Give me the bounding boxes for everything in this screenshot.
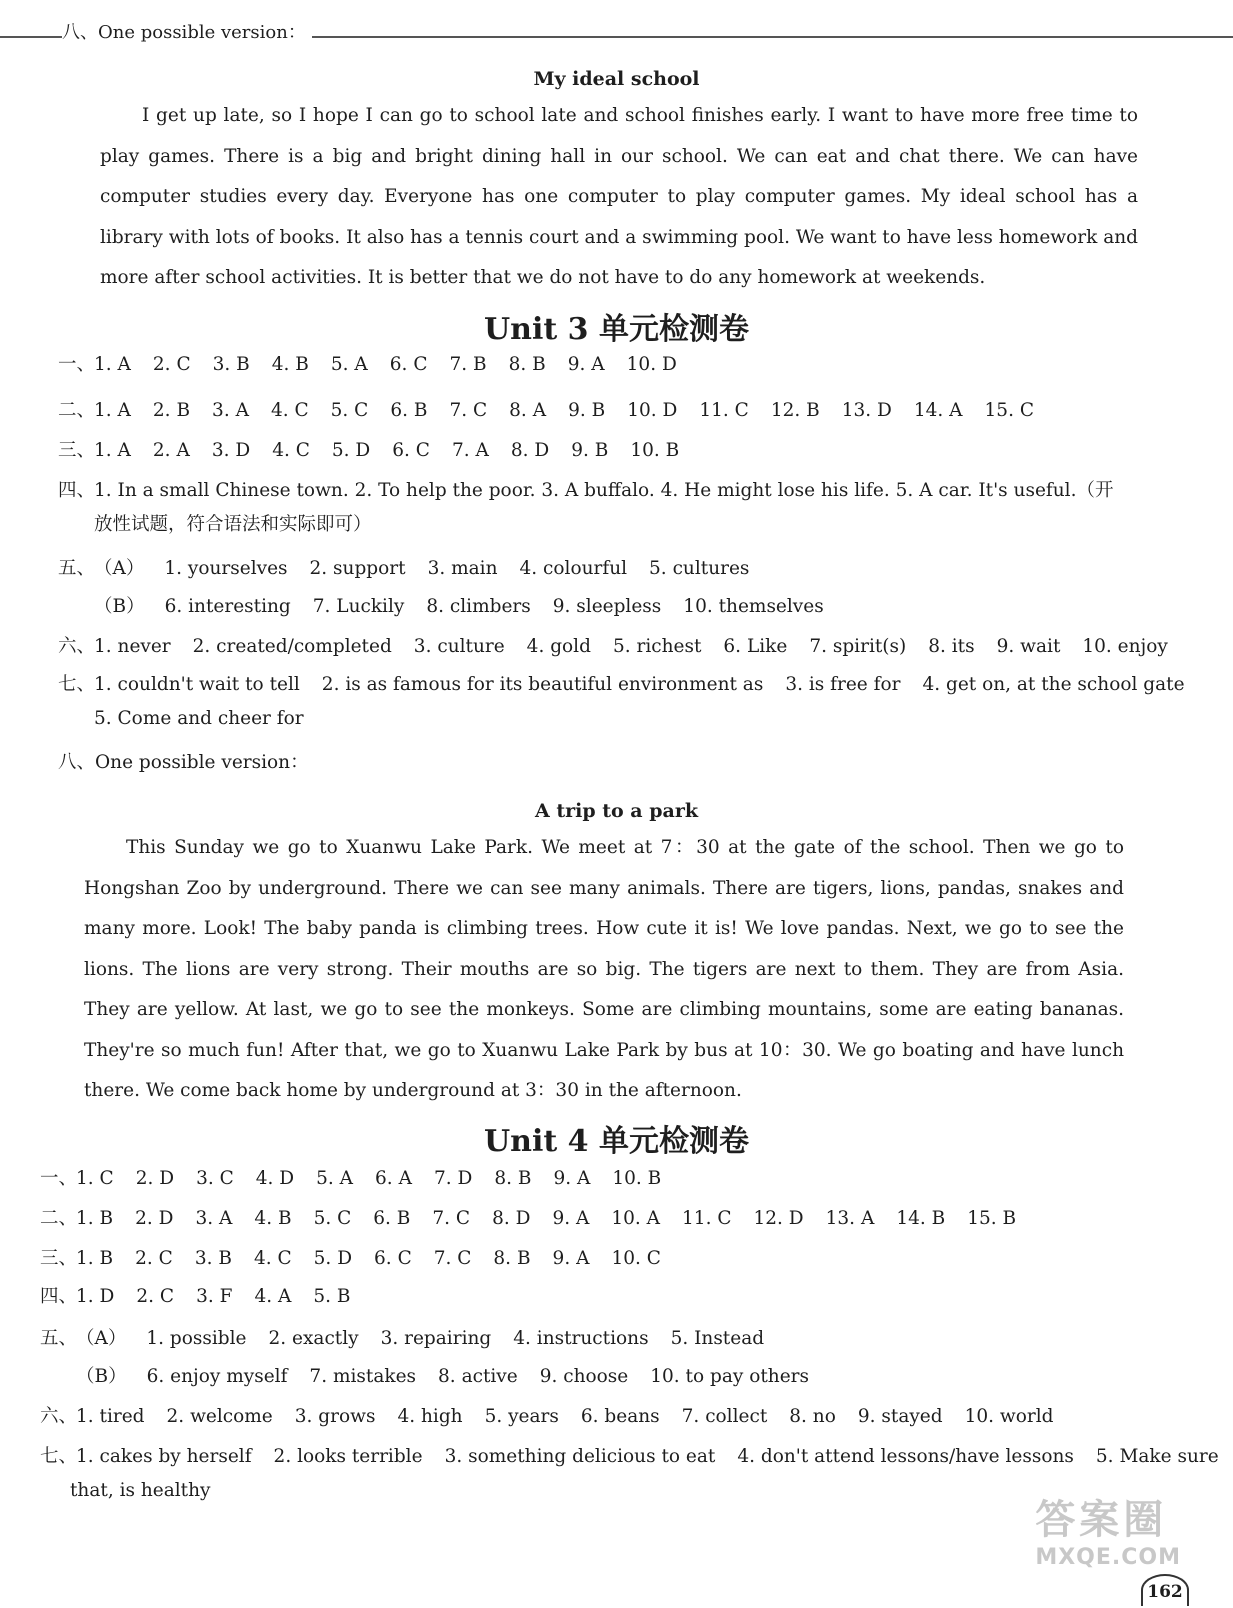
answer-item: 7. A [451, 440, 489, 461]
answer-item: 5. A [330, 354, 368, 375]
answer-item: 9. B [571, 440, 609, 461]
section-mark: 四、 [40, 1286, 78, 1307]
answer-item: 2. D [135, 1168, 175, 1189]
answer-item: 8. active [438, 1366, 518, 1387]
answer-item: 2. C [135, 1248, 173, 1269]
answer-item: 2. welcome [166, 1406, 273, 1427]
answer-item: 6. enjoy myself [146, 1366, 288, 1387]
unit3-section4-line1 [58, 476, 1113, 502]
answer-item: 8. its [928, 636, 975, 657]
answer-item: 5. cultures [649, 558, 750, 579]
answer-item: 3. B [212, 354, 250, 375]
answer-item: 10. B [612, 1168, 662, 1189]
essay2-title: A trip to a park [534, 800, 699, 822]
answer-item: 4. high [397, 1406, 463, 1427]
answer-item: 6. C [374, 1248, 412, 1269]
answer-item: 3. C [196, 1168, 234, 1189]
answer-item: 10. world [964, 1406, 1054, 1427]
essay1-body [100, 96, 1138, 299]
answer-item: 9. B [568, 400, 606, 421]
answer-item: 2. D [135, 1208, 174, 1229]
essay1-title: My ideal school [533, 68, 700, 90]
answer-item: 7. C [432, 1208, 471, 1229]
answer-item: 9. A [552, 1208, 590, 1229]
section-mark: 二、 [58, 400, 96, 421]
answer-item: 7. mistakes [309, 1366, 417, 1387]
watermark-text-en: MXQE.COM [1035, 1545, 1181, 1570]
section-mark: 三、 [40, 1248, 78, 1269]
unit3-section3 [58, 436, 701, 462]
answer-item: 3. A [195, 1208, 233, 1229]
sub-label-a: （A） [76, 1328, 127, 1349]
answer-item: 1. A [94, 440, 131, 461]
section-mark: 六、 [58, 636, 96, 657]
answer-item: 6. A [375, 1168, 412, 1189]
answer-item: 10. to pay others [650, 1366, 809, 1387]
answer-item: 3. grows [294, 1406, 376, 1427]
page-number: 162 [1141, 1574, 1189, 1606]
top-section-label: 八、One possible version： [62, 18, 312, 44]
section-mark: 四、 [58, 480, 96, 501]
answer-item: 5. richest [612, 636, 702, 657]
answer-item: 6. C [392, 440, 430, 461]
answer-item: 6. B [373, 1208, 411, 1229]
section-mark: 一、 [40, 1168, 78, 1189]
answer-item: 5. D [313, 1248, 353, 1269]
answer-item: 5. C [330, 400, 369, 421]
answer-item: 14. A [913, 400, 963, 421]
answer-item: 9. sleepless [552, 596, 662, 617]
unit3-section2 [58, 396, 1056, 422]
answer-item: 2. is as famous for its beautiful environment as [321, 674, 764, 695]
unit3-section8: 八、One possible version： [58, 752, 309, 773]
answer-item: 1. yourselves [164, 558, 288, 579]
answer-item: 2. C [136, 1286, 175, 1307]
answer-item: 10. enjoy [1082, 636, 1168, 657]
answer-item: 2. support [309, 558, 406, 579]
answer-item: 13. D [841, 400, 892, 421]
answer-item: 8. no [789, 1406, 836, 1427]
watermark-text-cn: 答案圈 [1035, 1497, 1168, 1543]
unit4-section3 [40, 1244, 683, 1270]
answer-item: 6. B [390, 400, 428, 421]
answer-item: 1. possible [146, 1328, 247, 1349]
answer-item: 1. cakes by herself [76, 1446, 252, 1467]
answer-item: 7. B [449, 354, 487, 375]
answer-item: 2. exactly [268, 1328, 359, 1349]
answer-item: 7. collect [681, 1406, 768, 1427]
unit3-section6 [58, 632, 1190, 658]
answer-item: 1. B [76, 1208, 114, 1229]
essay2-body [84, 828, 1124, 1112]
answer-item: 7. spirit(s) [809, 636, 907, 657]
answer-item: 1. B [76, 1248, 114, 1269]
answer-item: 4. instructions [513, 1328, 649, 1349]
answer-item: 10. C [611, 1248, 661, 1269]
answer-item: 12. B [770, 400, 820, 421]
answer-item: 1. C [76, 1168, 114, 1189]
answer-item: 8. B [493, 1248, 531, 1269]
answer-item: 6. interesting [164, 596, 291, 617]
answer-item: 9. choose [539, 1366, 629, 1387]
answer-item: 6. Like [723, 636, 788, 657]
answer-item: 10. A [611, 1208, 661, 1229]
answer-item: 7. D [433, 1168, 473, 1189]
answer-item: 8. A [509, 400, 547, 421]
answer-item: 9. A [567, 354, 605, 375]
answer-item: 3. B [194, 1248, 232, 1269]
answer-item: 15. B [967, 1208, 1017, 1229]
essay1-paragraph: I get up late, so I hope I can go to school late and school finishes early. I want to have more free time to play games. There is a big and bright dining hall in our school. We can eat and chat there. We can have computer studies every day. Everyone has one computer to play computer games. My ideal school has a library with lots of books. It also has a tennis court and a swimming pool. We want to have less homework and more after school activities. It is better that we do not have to do any homework at weekends. [100, 105, 1138, 288]
answer-item: 4. C [270, 400, 309, 421]
answer-item: 1. couldn't wait to tell [94, 674, 300, 695]
answer-item: 8. D [492, 1208, 531, 1229]
answer-item: 4. get on, at the school gate [922, 674, 1185, 695]
sub-label-b: （B） [94, 596, 145, 617]
answer-item: 1. tired [76, 1406, 145, 1427]
unit4-section2 [40, 1204, 1038, 1230]
unit4-section5b [76, 1362, 831, 1388]
answer-item: 2. created/completed [192, 636, 392, 657]
answer-item: 10. B [630, 440, 680, 461]
section-mark: 二、 [40, 1208, 78, 1229]
unit4-section6 [40, 1402, 1075, 1428]
essay2-paragraph: This Sunday we go to Xuanwu Lake Park. We meet at 7：30 at the gate of the school. Then we go to Hongshan Zoo by underground. There we can see many animals. There are tigers, lions, pandas, snakes and many more. Look! The baby panda is climbing trees. How cute it is! We love pandas. Next, we go to see the lions. The lions are very strong. Their mouths are so big. The tigers are next to them. They are from Asia. They are yellow. At last, we go to see the monkeys. Some are climbing mountains, some are eating bananas. They're so much fun! After that, we go to Xuanwu Lake Park by bus at 10：30. We go boating and have lunch there. We come back home by underground at 3：30 in the afternoon. [84, 837, 1124, 1101]
unit3-title: Unit 3 单元检测卷 [484, 312, 749, 347]
answer-item: 15. C [984, 400, 1034, 421]
section-mark: 五、 [58, 558, 96, 579]
answer-item: 2. A [152, 440, 190, 461]
sub-label-b: （B） [76, 1366, 127, 1387]
answer-item: 4. B [254, 1208, 292, 1229]
answer-item: 7. C [433, 1248, 472, 1269]
unit4-section1 [40, 1164, 683, 1190]
answer-item: 2. looks terrible [273, 1446, 423, 1467]
answer-item: 5. B [313, 1286, 351, 1307]
answer-item: 2. C [152, 354, 191, 375]
answer-item: 12. D [753, 1208, 804, 1229]
answer-item: 10. themselves [683, 596, 824, 617]
section-mark: 七、 [40, 1446, 78, 1467]
answer-item: 8. B [494, 1168, 532, 1189]
answer-item: 14. B [896, 1208, 946, 1229]
unit3-section7-line2: 5. Come and cheer for [94, 708, 304, 729]
answer-item: 3. main [427, 558, 498, 579]
unit3-section7-line1 [58, 670, 1207, 696]
section-mark: 五、 [40, 1328, 78, 1349]
section-mark: 三、 [58, 440, 96, 461]
answer-item: 1. A [94, 354, 131, 375]
answer-item: 11. C [699, 400, 749, 421]
answer-item: 10. D [627, 400, 678, 421]
section-mark: 六、 [40, 1406, 78, 1427]
answer-item: 5. D [331, 440, 371, 461]
answer-item: 3. something delicious to eat [444, 1446, 716, 1467]
answer-item: 5. Instead [670, 1328, 765, 1349]
answer-item: 3. is free for [785, 674, 901, 695]
answer-item: 4. colourful [519, 558, 628, 579]
answer-item: 9. A [552, 1248, 590, 1269]
answer-item: 8. D [510, 440, 550, 461]
section-mark: 一、 [58, 354, 96, 375]
answer-item: 1. A [94, 400, 131, 421]
unit3-section5b [94, 592, 846, 618]
answer-item: 3. A [212, 400, 249, 421]
watermark-logo [1035, 1488, 1181, 1570]
answer-item: 4. gold [526, 636, 591, 657]
answer-item: 3. culture [413, 636, 505, 657]
answer-item: 4. C [272, 440, 310, 461]
unit4-section7-line1 [40, 1442, 1233, 1468]
unit4-title: Unit 4 单元检测卷 [484, 1124, 749, 1159]
answer-item: 5. A [316, 1168, 354, 1189]
answer-item: 3. D [211, 440, 251, 461]
unit4-section5a [40, 1324, 786, 1350]
answer-item: 9. A [553, 1168, 591, 1189]
unit4-section7-line2: that, is healthy [70, 1480, 211, 1501]
answer-item: 4. B [271, 354, 309, 375]
answer-item: 4. D [255, 1168, 295, 1189]
unit3-section5a [58, 554, 771, 580]
sub-label-a: （A） [94, 558, 145, 579]
answer-item: 1. D [76, 1286, 115, 1307]
answer-item: 4. A [254, 1286, 292, 1307]
answer-item: 9. wait [996, 636, 1061, 657]
answer-item: 6. C [389, 354, 428, 375]
unit3-section4-line2: 放性试题，符合语法和实际即可） [94, 514, 372, 535]
answer-item: 8. B [508, 354, 546, 375]
answer-item: 7. Luckily [312, 596, 405, 617]
answer-item: 3. F [196, 1286, 233, 1307]
answer-item: 3. repairing [380, 1328, 492, 1349]
answer-item: 13. A [825, 1208, 875, 1229]
answer-item: 2. B [152, 400, 191, 421]
answer-item: 6. beans [580, 1406, 660, 1427]
answer-item: 11. C [682, 1208, 732, 1229]
answer-item: 1. never [94, 636, 171, 657]
answer-item: 5. Make sure [1095, 1446, 1219, 1467]
answer-item: 5. years [484, 1406, 559, 1427]
answer-item: 9. stayed [857, 1406, 943, 1427]
section4-answers: 1. In a small Chinese town. 2. To help the poor. 3. A buffalo. 4. He might lose his life. 5. A car. It's useful.（开 [94, 480, 1114, 501]
answer-item: 10. D [626, 354, 677, 375]
section-mark: 七、 [58, 674, 96, 695]
unit4-section4 [40, 1282, 372, 1308]
answer-item: 4. C [253, 1248, 292, 1269]
answer-item: 4. don't attend lessons/have lessons [737, 1446, 1074, 1467]
answer-item: 7. C [449, 400, 488, 421]
unit3-section1 [58, 350, 699, 376]
answer-item: 5. C [313, 1208, 352, 1229]
answer-item: 8. climbers [426, 596, 531, 617]
